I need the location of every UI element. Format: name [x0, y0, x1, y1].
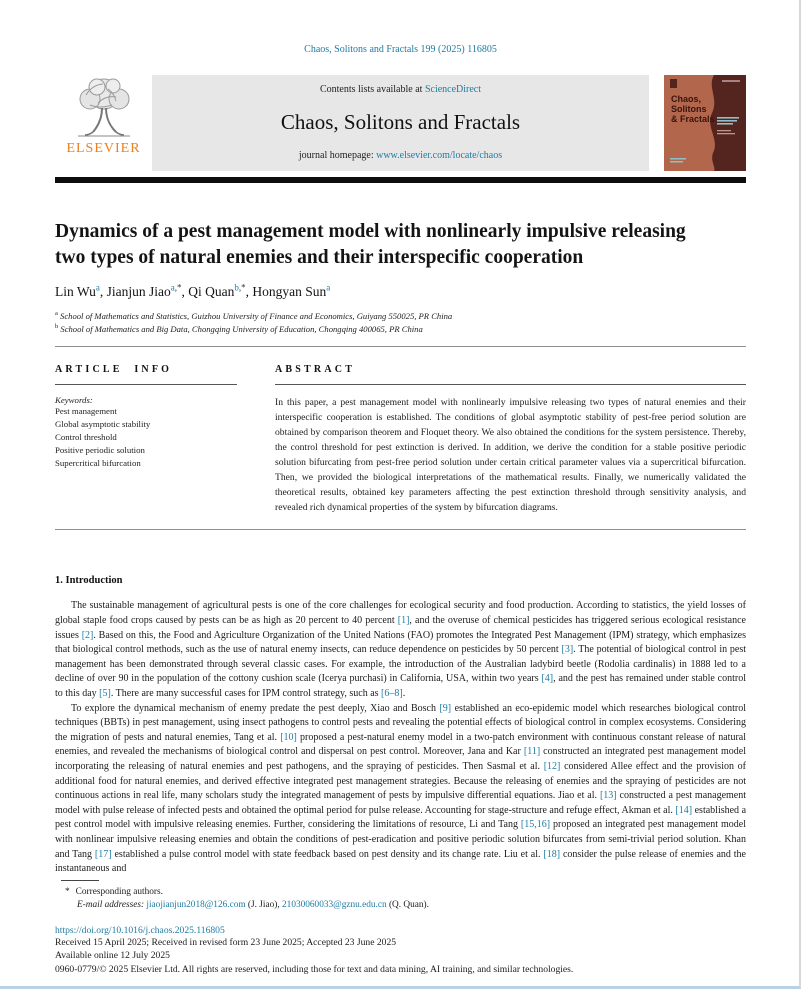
author: Jianjun Jiao$^{a,*}$, — [106, 282, 189, 299]
svg-text:& Fractals: & Fractals — [671, 114, 715, 124]
keyword-item: Pest management — [55, 406, 117, 417]
intro-paragraph-2: To explore the dynamical mechanism of enemy predate the pest deeply, Xiao and Bosch [9] established an eco-epidemic model which researches biological control techniques (BBTs) in pest management, using insect pathogens to control pests and revealing the potential effects of biological control in complex ecosystems. Considering the migration of pests and natural enemies, Tang et al. [10] proposed a pest-natural enemy model in a two-patch environment with continuous constant release of natural enemies, and revealed the mechanisms of biological control and dispersal on pest control. Moreover, Jana and Kar [11] constructed an integrated pest management model incorporating the releasing of natural enemies and pest pathogens, and the spraying of pesticides. Then Sasmal et al. [12] considered Allee effect and the provision of additional food for natural enemies, and derived effective integrated pest management strategies. Because the releasing of enemies and the spraying of pesticides are not continuous actions in real life, many scholars study the integrated management of pests by impulsive differential equations. Jiao et al. [13] constructed a pest management model with pulse release of infected pests and obtained the optimal period for pulse release. Accounting for stage-structure and refuge effect, Akman et al. [14] established a pest control model with impulsive releasing enemies. Further, considering the limitations of resource, Li and Tang [15,16] proposed an integrated pest management model with nonlinear impulsive releasing enemies and obtain the conditions of pest-eradication and positive periodic solution bifurcates from semi-trivial period solution. Khan and Tang [17] established a pulse control model with state feedback based on pest density and its change rate. Liu et al. [18] consider the pulse release of enemies and the instantaneous and — [55, 702, 747, 875]
abstract-rule — [275, 384, 746, 385]
email-label: E-mail addresses: — [77, 899, 145, 910]
citation-ref[interactable]: [2] — [81, 629, 94, 641]
elsevier-logo[interactable] — [55, 75, 152, 171]
author: Hongyan Sun$^a$ — [252, 282, 331, 299]
author-list — [55, 282, 746, 300]
doi-link[interactable]: https://doi.org/10.1016/j.chaos.2025.116805 — [55, 924, 225, 936]
citation-ref[interactable]: [1] — [397, 615, 410, 627]
citation-ref[interactable]: [5] — [99, 688, 111, 700]
header-divider — [55, 177, 746, 183]
citation-ref[interactable]: [13] — [599, 790, 617, 802]
sciencedirect-link[interactable]: ScienceDirect — [424, 84, 482, 95]
footnote-divider — [61, 880, 99, 881]
svg-text:Solitons: Solitons — [671, 104, 707, 114]
keyword-item: Control threshold — [55, 432, 117, 443]
citation-ref[interactable]: [14] — [675, 804, 693, 816]
email-owner-quan: (Q. Quan). — [386, 899, 429, 910]
journal-homepage-link[interactable]: www.elsevier.com/locate/chaos — [376, 150, 503, 161]
keyword-item: Positive periodic solution — [55, 445, 145, 456]
article-info-rule — [55, 384, 237, 385]
introduction-heading: 1. Introduction — [55, 575, 123, 587]
copyright-line: 0960-0779/© 2025 Elsevier Ltd. All rights are reserved, including those for text and data mining, AI training, and similar technologies. — [55, 963, 574, 975]
email-owner-jiao: (J. Jiao), — [245, 899, 283, 910]
citation-ref[interactable]: [6–8] — [381, 688, 403, 700]
author: Lin Wu$^a$, — [55, 282, 107, 299]
elsevier-wordmark: ELSEVIER — [66, 141, 141, 156]
available-online-line: Available online 12 July 2025 — [55, 950, 170, 962]
corresponding-authors-note: * Corresponding authors. — [65, 886, 163, 897]
contents-line-prefix: Contents lists available at — [319, 84, 425, 95]
publication-info — [55, 925, 746, 976]
email-addresses-line — [77, 900, 746, 910]
citation-ref[interactable]: [12] — [543, 761, 561, 772]
affiliations — [55, 308, 746, 336]
keyword-item: Global asymptotic stability — [55, 419, 151, 430]
citation-ref[interactable]: [17] — [94, 848, 112, 860]
contents-line — [158, 84, 643, 95]
page-footer — [55, 880, 746, 976]
article-title-line2: two types of natural enemies and their interspecific cooperation — [55, 247, 584, 268]
citation-ref[interactable]: [4] — [541, 673, 554, 685]
affiliation-a: $^a$ School of Mathematics and Statistics, Guizhou University of Finance and Economics, Guiyang 550025, PR China — [55, 309, 453, 321]
article-info-column — [55, 364, 237, 515]
author: Qi Quan$^{b,*}$, — [188, 282, 253, 299]
abstract-text: In this paper, a pest management model with nonlinearly impulsive releasing two types of natural enemies and their interspecific cooperation is established. The conditions of global asymptotic stability of pest-free period solution are obtained by comparison theorem and Floquet theory. We also obtained the conditions for the system persistence. Thereby, the control threshold for pest extinction is derived. In addition, we derive the condition for a stable positive periodic solution bifurcating from pest-free period solution under certain critical parameter values via a supercritical bifurcation. Then, we provided the biological interpretations of the mathematical results. Finally, we numerically validated the theoretical results, obtained key parameters affecting the pest extinction threshold through sensitivity analysis, and revealed rich dynamical properties of the system by bifurcation diagrams. — [275, 397, 746, 513]
citation-ref[interactable]: [11] — [523, 746, 541, 758]
abstract-heading: ABSTRACT — [275, 364, 356, 376]
citation-ref[interactable]: [9] — [439, 702, 452, 714]
email-link-jiao[interactable]: jiaojianjun2018@126.com — [146, 899, 246, 910]
journal-title: Chaos, Solitons and Fractals — [280, 110, 521, 134]
citation-ref[interactable]: [10] — [280, 731, 297, 743]
article-title-line1: Dynamics of a pest management model with nonlinearly impulsive releasing — [55, 221, 686, 242]
doi-line — [55, 925, 746, 936]
email-link-quan[interactable]: 21030060033@gznu.edu.cn — [282, 899, 387, 910]
elsevier-tree-icon — [68, 75, 140, 139]
affiliation-b: $^b$ School of Mathematics and Big Data, Chongqing University of Education, Chongqing 400065, PR China — [55, 323, 423, 335]
abstract-column — [275, 364, 746, 515]
svg-text:Chaos,: Chaos, — [671, 94, 702, 104]
received-line: Received 15 April 2025; Received in revised form 23 June 2025; Accepted 23 June 2025 — [55, 936, 397, 948]
keyword-item: Supercritical bifurcation — [55, 458, 141, 469]
journal-banner — [152, 75, 649, 171]
abstract-bottom-divider — [55, 529, 746, 530]
footnote-star-symbol: * — [65, 886, 70, 897]
article-title — [55, 219, 746, 271]
keywords-label: Keywords: — [55, 395, 93, 406]
homepage-prefix: journal homepage: — [298, 150, 377, 161]
info-abstract-section — [55, 347, 746, 515]
running-head-journal-ref: Chaos, Solitons and Fractals 199 (2025) 116805 — [304, 44, 497, 55]
journal-header-band — [55, 75, 746, 171]
intro-paragraph-1: The sustainable management of agricultural pests is one of the core challenges for ecological security and food production. According to statistics, the yield losses of global staple food crops caused by pests can be as high as 20 percent to 40 percent [1], and the overuse of chemical pesticides has triggered serious ecological resistance issues [2]. Based on this, the Food and Agriculture Organization of the United Nations (FAO) promotes the Integrated Pest Management (IPM) strategy, which emphasizes that biological control methods, such as the use of natural enemy insects, can reduce dependence on pesticides by 50 percent [3]. The potential of biological control in pest management has been demonstrated through several classic cases. For example, the introduction of the Australian ladybird beetle (Rodolia cardinalis) in 1888 led to a decline of over 90 in the population of the cottony cushion scale (Icerya purchasi) in California, USA, within two years [4], and the pest has remained under stable control to this day [5]. There are many successful cases for IPM control strategy, such as [6–8]. — [55, 600, 747, 700]
citation-ref[interactable]: [15,16] — [520, 819, 551, 831]
citation-ref[interactable]: [3] — [561, 644, 574, 656]
article-info-heading: ARTICLE INFO — [55, 364, 173, 376]
citation-ref[interactable]: [18] — [543, 848, 561, 860]
journal-cover-thumbnail[interactable] — [664, 75, 746, 171]
homepage-line — [158, 150, 643, 161]
